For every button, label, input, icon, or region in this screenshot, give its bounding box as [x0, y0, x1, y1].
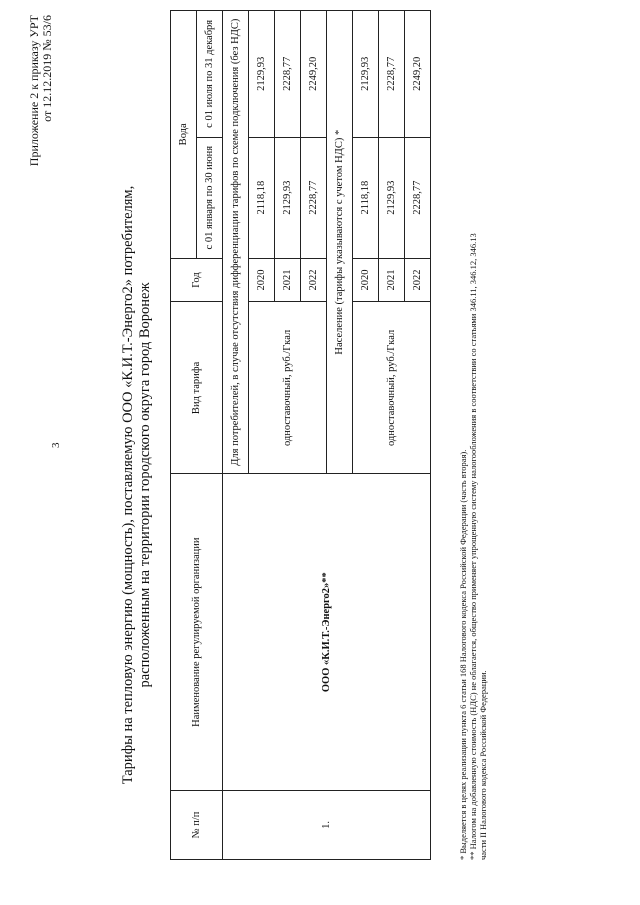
section-heading: Население (тарифы указываются с учетом НДС) * — [327, 11, 353, 474]
col-org-header: Наименование регулируемой организации — [171, 474, 223, 791]
col-year-header: Год — [171, 258, 223, 302]
value-cell: 2129,93 — [379, 137, 405, 258]
value-cell: 2228,77 — [301, 137, 327, 258]
org-name: ООО «К.И.Т.-Энерго2»** — [223, 474, 431, 791]
value-cell: 2118,18 — [353, 137, 379, 258]
footnote-3: части II Налогового кодекса Российской Федерации. — [478, 670, 488, 860]
value-cell: 2228,77 — [379, 11, 405, 138]
section-heading: Для потребителей, в случае отсутствия дифференциации тарифов по схеме подключения (без НДС) — [223, 11, 249, 474]
col-h2-header: с 01 июля по 31 декабря — [197, 11, 223, 138]
year-cell: 2020 — [353, 258, 379, 302]
appendix-header — [28, 15, 54, 166]
title-line-2: расположенным на территории городского округа город Воронеж — [137, 282, 153, 688]
col-num-header: № п/п — [171, 790, 223, 859]
year-cell: 2022 — [405, 258, 431, 302]
row-number: 1. — [223, 790, 431, 859]
tariff-type: одноставочный, руб./Гкал — [353, 302, 431, 474]
document-title — [120, 145, 154, 825]
order-line: от 12.12.2019 № 53/6 — [40, 15, 54, 122]
value-cell: 2249,20 — [405, 11, 431, 138]
col-vid-header: Вид тарифа — [171, 302, 223, 474]
year-cell: 2021 — [379, 258, 405, 302]
value-cell: 2228,77 — [275, 11, 301, 138]
footnote-1: * Выделяется в целях реализации пункта 6 статьи 168 Налогового кодекса Российской Федерации (часть вторая). — [458, 449, 468, 860]
value-cell: 2118,18 — [249, 137, 275, 258]
value-cell: 2228,77 — [405, 137, 431, 258]
value-cell: 2249,20 — [301, 11, 327, 138]
tariff-type: одноставочный, руб./Гкал — [249, 302, 327, 474]
appendix-line: Приложение 2 к приказу УРТ — [27, 15, 41, 167]
value-cell: 2129,93 — [275, 137, 301, 258]
year-cell: 2021 — [275, 258, 301, 302]
header-row — [171, 11, 197, 860]
year-cell: 2022 — [301, 258, 327, 302]
year-cell: 2020 — [249, 258, 275, 302]
footnotes — [458, 10, 488, 860]
col-h1-header: с 01 января по 30 июня — [197, 137, 223, 258]
value-cell: 2129,93 — [353, 11, 379, 138]
page-number: 3 — [50, 442, 62, 448]
col-water-header: Вода — [171, 11, 197, 259]
value-cell: 2129,93 — [249, 11, 275, 138]
tariff-table — [170, 10, 431, 860]
section-row — [223, 11, 249, 860]
title-line-1: Тарифы на тепловую энергию (мощность), поставляемую ООО «К.И.Т.-Энерго2» потребителям, — [120, 185, 136, 785]
footnote-2: ** Налогом на добавленную стоимость (НДС) не облагается, общество применяет упрощенную систему налогообложения в соответствии со статьями 346.11, 346.12, 346.13 — [468, 233, 478, 860]
